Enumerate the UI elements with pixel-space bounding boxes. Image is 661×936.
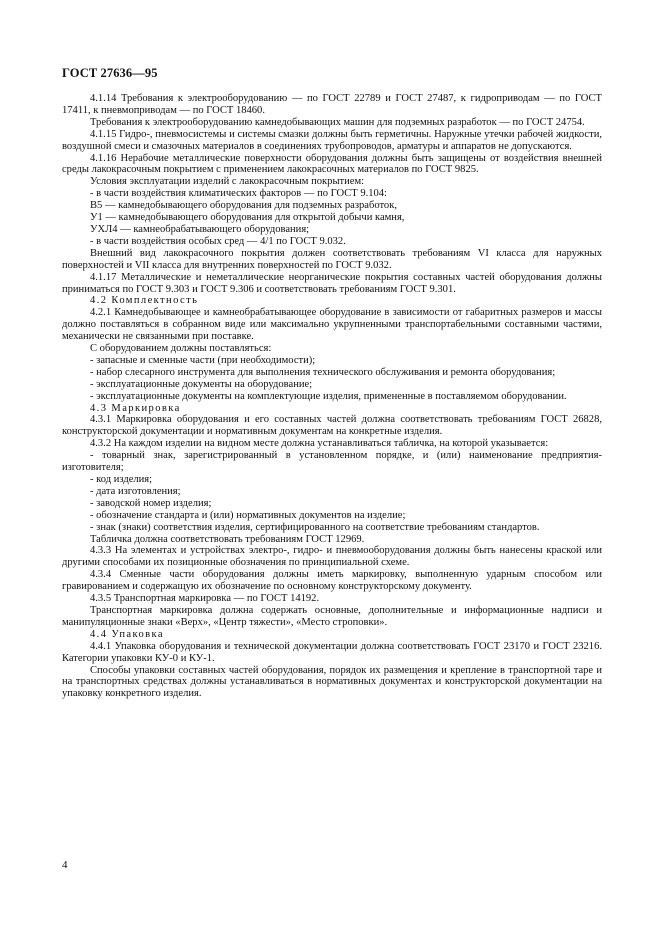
document-body: [62, 93, 602, 700]
section-heading: 4.3 Маркировка: [90, 402, 181, 414]
list-item: У1 — камнедобывающего оборудования для открытой добычи камня,: [90, 212, 405, 224]
paragraph: Требования к электрооборудованию камнедобывающих машин для подземных разработок — по ГОСТ 24754.: [90, 116, 585, 128]
paragraph: Условия эксплуатации изделий с лакокрасочным покрытием:: [90, 176, 365, 188]
paragraph: 4.3.1 Маркировка оборудования и его составных частей должна соответствовать требованиям ГОСТ 26828, конструкторской документации и нормативным документам на конкретные изделия.: [62, 414, 602, 438]
paragraph: 4.1.17 Металлические и неметаллические неорганические покрытия составных частей оборудования должны приниматься по ГОСТ 9.303 и ГОСТ 9.306 и соответствовать требованиям ГОСТ 9.301.: [62, 271, 602, 295]
list-item: - запасные и сменные части (при необходимости);: [90, 354, 316, 366]
paragraph: 4.4.1 Упаковка оборудования и технической документации должна соответствовать ГОСТ 23170 и ГОСТ 23216. Категории упаковки КУ-0 и КУ-1.: [62, 640, 602, 664]
list-item: - в части воздействия климатических факторов — по ГОСТ 9.104:: [90, 188, 387, 200]
paragraph: Табличка должна соответствовать требованиям ГОСТ 12969.: [90, 533, 365, 545]
list-item: - код изделия;: [90, 474, 153, 485]
paragraph: 4.3.3 На элементах и устройствах электро-, гидро- и пневмооборудования должны быть нанесены краской или другими способами их позиционные обозначения по принципиальной схеме.: [62, 545, 602, 569]
list-item: - товарный знак, зарегистрированный в установленном порядке, и (или) наименование предприятия-изготовителя;: [62, 450, 602, 474]
paragraph: Внешний вид лакокрасочного покрытия должен соответствовать требованиям VI класса для наружных поверхностей и VII класса для внутренних поверхностей по ГОСТ 9.032.: [62, 247, 602, 271]
section-heading: 4.4 Упаковка: [90, 628, 164, 640]
paragraph: 4.1.15 Гидро-, пневмосистемы и системы смазки должны быть герметичны. Наружные утечки рабочей жидкости, воздушной смеси и смазочных материалов в соединениях трубопроводов, арматуры и аппаратов не допускаются.: [62, 128, 602, 152]
list-item: - набор слесарного инструмента для выполнения технического обслуживания и ремонта оборудования;: [90, 366, 556, 378]
paragraph: Способы упаковки составных частей оборудования, порядок их размещения и крепление в транспортной таре и на транспортных средствах должны устанавливаться в нормативных документах и конструкторской документации на упаковку конкретного изделия.: [62, 664, 602, 700]
list-item: УХЛ4 — камнеобрабатывающего оборудования;: [90, 223, 310, 235]
page-number: 4: [62, 859, 68, 871]
list-item: - дата изготовления;: [90, 485, 181, 497]
paragraph: Транспортная маркировка должна содержать основные, дополнительные и информационные надписи и манипуляционные знаки «Верх», «Центр тяжести», «Место строповки».: [62, 604, 602, 628]
document-header: ГОСТ 27636—95: [62, 66, 158, 80]
list-item: - обозначение стандарта и (или) нормативных документов на изделие;: [90, 509, 406, 521]
paragraph: 4.2.1 Камнедобывающее и камнеобрабатывающее оборудование в зависимости от габаритных размеров и массы должно поставляться в собранном виде или максимально укрупненными транспортабельными составными частями, механически не связанными при поставке.: [62, 307, 602, 343]
paragraph: 4.1.14 Требования к электрооборудованию — по ГОСТ 22789 и ГОСТ 27487, к гидроприводам — по ГОСТ 17411, к пневмоприводам — по ГОСТ 18460.: [62, 93, 602, 116]
list-item: - знак (знаки) соответствия изделия, сертифицированного на соответствие требованиям стандартов.: [90, 521, 540, 533]
list-item: В5 — камнедобывающего оборудования для подземных разработок,: [90, 200, 397, 212]
paragraph: 4.3.4 Сменные части оборудования должны иметь маркировку, выполненную ударным способом или гравированием и содержащую их обозначение по основному конструкторскому документу.: [62, 569, 602, 593]
section-heading: 4.2 Комплектность: [90, 295, 199, 307]
paragraph: 4.3.5 Транспортная маркировка — по ГОСТ 14192.: [90, 593, 320, 605]
list-item: - заводской номер изделия;: [90, 497, 212, 509]
paragraph: С оборудованием должны поставляться:: [90, 343, 272, 355]
list-item: - эксплуатационные документы на оборудование;: [90, 378, 313, 390]
list-item: - в части воздействия особых сред — 4/1 по ГОСТ 9.032.: [90, 235, 346, 247]
list-item: - эксплуатационные документы на комплектующие изделия, примененные в поставляемом оборудовании.: [90, 390, 567, 402]
paragraph: 4.3.2 На каждом изделии на видном месте должна устанавливаться табличка, на которой указывается:: [90, 438, 549, 450]
paragraph: 4.1.16 Нерабочие металлические поверхности оборудования должны быть защищены от воздействия внешней среды лакокрасочным покрытием с применением лакокрасочных материалов по ГОСТ 9825.: [62, 152, 602, 176]
